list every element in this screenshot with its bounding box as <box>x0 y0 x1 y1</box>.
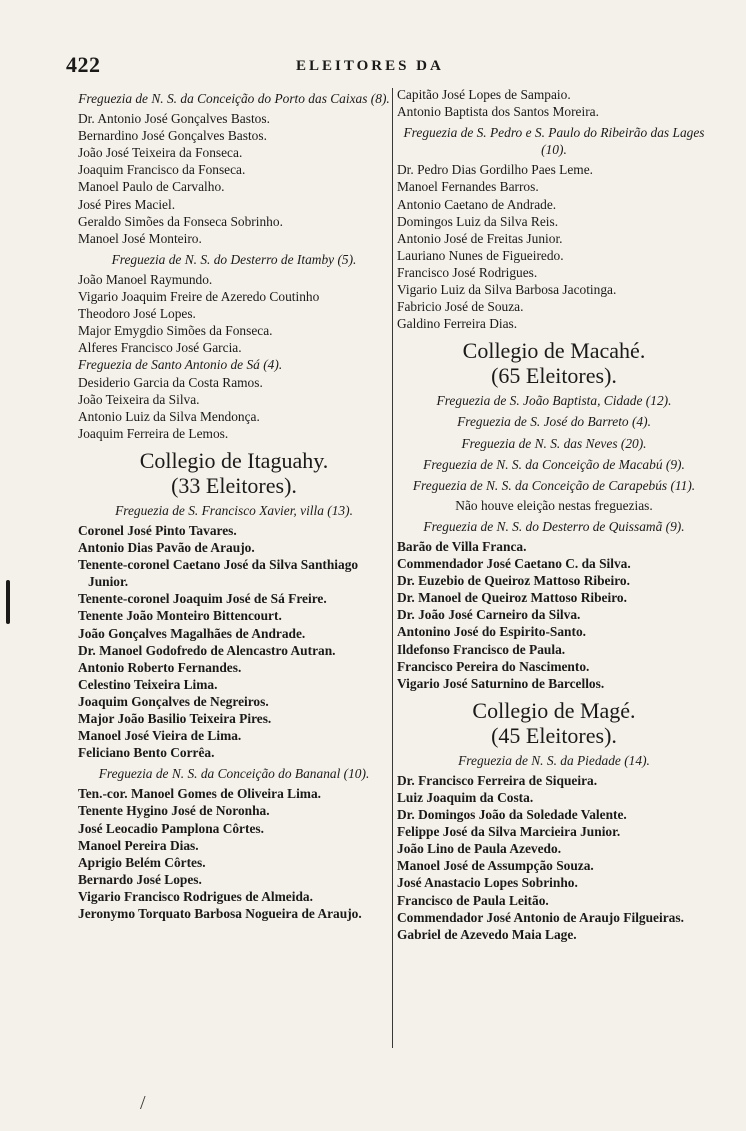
elector-entry: Dr. João José Carneiro da Silva. <box>397 607 581 623</box>
parish-heading: Freguezia de N. S. do Desterro de Itamby (5). <box>111 251 357 267</box>
parish-heading: Freguezia de N. S. da Conceição de Macabú (9). <box>423 456 685 472</box>
elector-entry: Lauriano Nunes de Figueiredo. <box>397 247 564 263</box>
college-elector-count: (65 Eleitores). <box>491 363 617 389</box>
elector-entry: João Lino de Paula Azevedo. <box>397 841 562 857</box>
elector-entry: Manoel Paulo de Carvalho. <box>78 179 225 195</box>
right-column <box>397 86 711 943</box>
elector-entry: Antonio Caetano de Andrade. <box>397 196 557 212</box>
elector-entry: Commendador José Caetano C. da Silva. <box>397 556 631 572</box>
parish-heading: Freguezia de S. José do Barreto (4). <box>457 414 651 430</box>
elector-entry: Vigario Francisco Rodrigues de Almeida. <box>78 888 313 904</box>
elector-entry: Major João Basilio Teixeira Pires. <box>78 711 272 726</box>
elector-entry: Bernardo José Lopes. <box>78 871 202 887</box>
elector-entry: Manoel Pereira Dias. <box>78 837 199 853</box>
elector-entry: José Anastacio Lopes Sobrinho. <box>397 875 578 891</box>
elector-entry: Manoel José de Assumpção Souza. <box>397 858 594 874</box>
elector-entry: Dr. Euzebio de Queiroz Mattoso Ribeiro. <box>397 573 630 589</box>
elector-entry: Dr. Manoel de Queiroz Mattoso Ribeiro. <box>397 590 627 606</box>
elector-entry: Dr. Pedro Dias Gordilho Paes Leme. <box>397 162 593 178</box>
elector-entry: Joaquim Ferreira de Lemos. <box>78 425 229 441</box>
elector-entry: José Pires Maciel. <box>78 196 176 212</box>
college-elector-count: (45 Eleitores). <box>491 722 617 748</box>
elector-entry: Theodoro José Lopes. <box>78 306 196 322</box>
parish-heading: Freguezia de N. S. da Piedade (14). <box>458 752 650 768</box>
elector-entry: Manoel Fernandes Barros. <box>397 179 539 195</box>
elector-entry: Commendador José Antonio de Araujo Filgueiras. <box>397 909 684 925</box>
elector-entry: Desiderio Garcia da Costa Ramos. <box>78 374 263 390</box>
college-heading: Collegio de Itaguahy. <box>139 447 329 473</box>
parish-heading: Freguezia de N. S. da Conceição de Carapebús (11). <box>412 477 696 493</box>
parish-heading: Freguezia de S. Francisco Xavier, villa (13). <box>115 502 353 518</box>
parish-heading: Freguezia de N. S. do Desterro de Quissamã (9). <box>423 518 685 534</box>
column-divider <box>392 88 393 1048</box>
elector-entry: Tenente Hygino José de Noronha. <box>78 803 270 819</box>
elector-entry: Domingos Luiz da Silva Reis. <box>397 213 559 229</box>
elector-entry: Ten.-cor. Manoel Gomes de Oliveira Lima. <box>78 786 321 802</box>
elector-entry: Tenente João Monteiro Bittencourt. <box>78 608 282 624</box>
elector-entry: Aprigio Belém Côrtes. <box>78 854 206 870</box>
elector-entry: Capitão José Lopes de Sampaio. <box>397 87 571 102</box>
elector-entry: Antonino José do Espirito-Santo. <box>397 624 586 640</box>
college-elector-count: (33 Eleitores). <box>171 472 297 498</box>
elector-entry: Felippe José da Silva Marcieira Junior. <box>397 824 621 840</box>
elector-entry: João Teixeira da Silva. <box>78 391 200 407</box>
running-header: ELEITORES DA <box>296 58 444 74</box>
college-heading: Collegio de Macahé. <box>462 338 646 364</box>
elector-entry: João Manoel Raymundo. <box>78 271 213 287</box>
elector-entry: Francisco de Paula Leitão. <box>397 892 549 908</box>
elector-entry: Francisco José Rodrigues. <box>397 264 538 280</box>
elector-entry: Jeronymo Torquato Barbosa Nogueira de Araujo. <box>78 906 362 922</box>
elector-entry: Tenente-coronel Caetano José da Silva Santhiago Junior. <box>78 557 359 590</box>
elector-entry: Galdino Ferreira Dias. <box>397 316 518 332</box>
elector-entry: Dr. Domingos João da Soledade Valente. <box>397 807 627 823</box>
elector-entry: Alferes Francisco José Garcia. <box>78 340 242 356</box>
college-heading: Collegio de Magé. <box>472 697 636 723</box>
page-number: 422 <box>66 52 101 77</box>
elector-entry: Manoel José Monteiro. <box>78 230 202 246</box>
elector-entry: Dr. Francisco Ferreira de Siqueira. <box>397 772 598 788</box>
elector-entry: Fabricio José de Souza. <box>397 299 524 315</box>
elector-entry: Antonio Dias Pavão de Araujo. <box>78 540 255 556</box>
elector-entry: Dr. Antonio José Gonçalves Bastos. <box>78 111 270 127</box>
margin-ink-mark <box>6 580 10 624</box>
elector-entry: Vigario Luiz da Silva Barbosa Jacotinga. <box>397 282 617 298</box>
elector-entry: Major Emygdio Simões da Fonseca. <box>78 323 273 339</box>
parish-heading: Freguezia de Santo Antonio de Sá (4). <box>78 357 283 373</box>
elector-entry: Joaquim Francisco da Fonseca. <box>78 162 246 178</box>
elector-entry: Joaquim Gonçalves de Negreiros. <box>78 693 269 709</box>
editorial-note: Não houve eleição nestas freguezias. <box>455 497 653 513</box>
elector-entry: João José Teixeira da Fonseca. <box>78 145 243 161</box>
elector-entry: Francisco Pereira do Nascimento. <box>397 658 590 674</box>
parish-heading: Freguezia de N. S. das Neves (20). <box>461 435 647 451</box>
elector-entry: Feliciano Bento Corrêa. <box>78 745 215 761</box>
elector-entry: Manoel José Vieira de Lima. <box>78 728 242 744</box>
elector-entry: Vigario José Saturnino de Barcellos. <box>397 675 605 691</box>
stray-pencil-mark: / <box>140 1092 146 1114</box>
elector-entry: José Leocadio Pamplona Côrtes. <box>78 820 264 836</box>
elector-entry: Antonio Baptista dos Santos Moreira. <box>397 104 599 120</box>
elector-entry: Coronel José Pinto Tavares. <box>78 522 237 538</box>
elector-entry: Antonio Luiz da Silva Mendonça. <box>78 408 260 424</box>
elector-entry: Geraldo Simões da Fonseca Sobrinho. <box>78 213 283 229</box>
parish-heading: Freguezia de N. S. da Conceição do Porto das Caixas (8). <box>78 91 390 106</box>
left-column <box>78 86 390 922</box>
elector-entry: Antonio Roberto Fernandes. <box>78 659 242 675</box>
elector-entry: Antonio José de Freitas Junior. <box>397 230 563 246</box>
elector-entry: Ildefonso Francisco de Paula. <box>397 641 566 657</box>
elector-entry: Celestino Teixeira Lima. <box>78 676 218 692</box>
elector-entry: Tenente-coronel Joaquim José de Sá Freire. <box>78 591 327 607</box>
parish-heading: Freguezia de N. S. da Conceição do Bananal (10). <box>98 766 370 782</box>
elector-entry: João Gonçalves Magalhães de Andrade. <box>78 625 306 641</box>
parish-heading: Freguezia de S. Pedro e S. Paulo do Ribeirão das Lages (10). <box>403 125 705 158</box>
elector-entry: Dr. Manoel Godofredo de Alencastro Autran. <box>78 642 336 658</box>
elector-entry: Bernardino José Gonçalves Bastos. <box>78 128 267 144</box>
elector-entry: Barão de Villa Franca. <box>397 538 527 554</box>
elector-entry: Luiz Joaquim da Costa. <box>397 790 534 805</box>
elector-entry: Vigario Joaquim Freire de Azeredo Coutinho <box>78 289 320 305</box>
elector-entry: Gabriel de Azevedo Maia Lage. <box>397 926 577 942</box>
parish-heading: Freguezia de S. João Baptista, Cidade (12). <box>436 393 672 409</box>
